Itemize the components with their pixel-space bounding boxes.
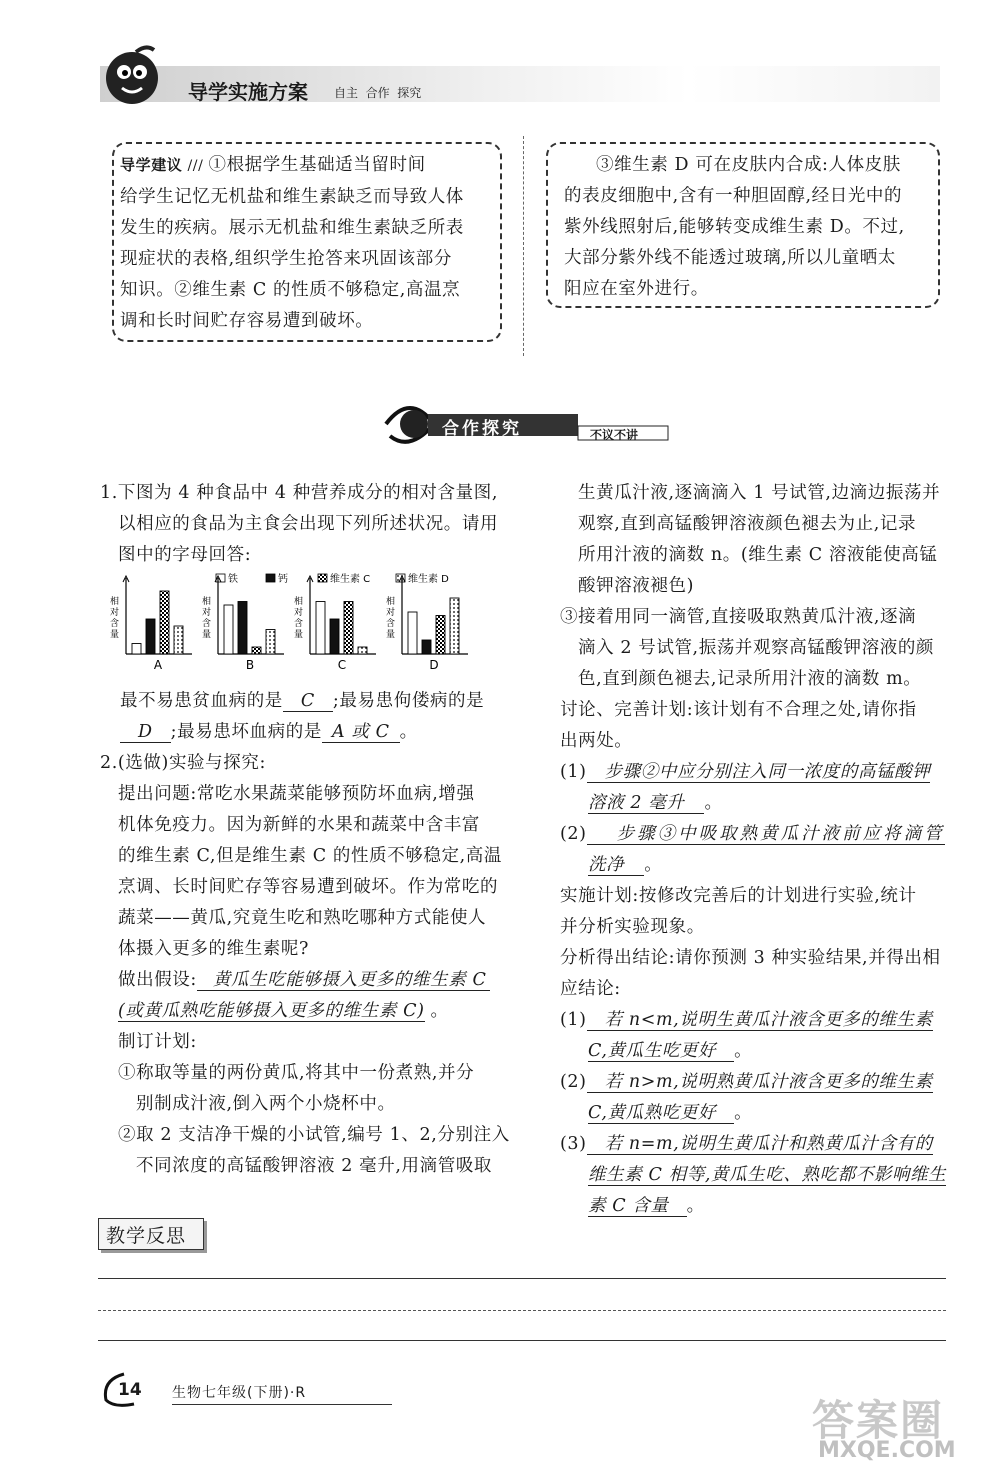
fix-1-answer-cont: 溶液 2 毫升 bbox=[588, 793, 704, 814]
text-seg: 。 bbox=[704, 793, 723, 813]
book-title: 生物七年级(下册)·R bbox=[172, 1385, 307, 1401]
result-3-answer: 若 n=m,说明生黄瓜汁和熟黄瓜汁含有的 bbox=[587, 1134, 933, 1155]
text-line: 蔬菜——黄瓜,究竟生吃和熟吃哪种方式能使人 bbox=[118, 908, 487, 928]
text-line: 的维生素 C,但是维生素 C 的性质不够稳定,高温 bbox=[118, 846, 502, 866]
bar bbox=[160, 591, 169, 654]
text-seg: 。 bbox=[430, 1001, 449, 1021]
text-line: 色,直到颜色褪去,记录所用汁液的滴数 m。 bbox=[578, 669, 922, 689]
text-line: 并分析实验现象。 bbox=[560, 917, 705, 937]
fix-2-answer-cont: 洗净 bbox=[588, 855, 644, 876]
page-number: 14 bbox=[118, 1380, 142, 1400]
fix-1-answer: 步骤②中应分别注入同一浓度的高锰酸钾 bbox=[587, 762, 931, 783]
text-seg: (2) bbox=[560, 1072, 587, 1092]
y-axis-label: 含 bbox=[202, 619, 212, 629]
y-axis-label: 含 bbox=[294, 619, 304, 629]
legend-swatch bbox=[318, 574, 327, 582]
legend-label: 铁 bbox=[228, 574, 238, 585]
y-axis-label: 含 bbox=[110, 619, 120, 629]
q1-answers bbox=[120, 686, 520, 748]
box-line: 紫外线照射后,能够转变成维生素 D。不过, bbox=[564, 217, 905, 237]
bar bbox=[316, 602, 325, 655]
result-3-answer-cont2: 素 C 含量 bbox=[588, 1196, 687, 1217]
q1-intro bbox=[100, 478, 520, 571]
result-3-answer-cont: 维生素 C 相等,黄瓜生吃、熟吃都不影响维生 bbox=[588, 1165, 947, 1185]
y-axis-label: 量 bbox=[110, 630, 120, 640]
text-line: 滴入 2 号试管,振荡并观察高锰酸钾溶液的颜 bbox=[578, 638, 935, 658]
footer-rule bbox=[172, 1404, 392, 1405]
box-line: 调和长时间贮存容易遭到破坏。 bbox=[120, 311, 374, 331]
category-label: D bbox=[429, 658, 439, 672]
column-divider bbox=[523, 136, 524, 356]
y-axis-label: 量 bbox=[202, 630, 212, 640]
text-line: 酸钾溶液褪色) bbox=[578, 576, 695, 596]
legend-label: 维生素 D bbox=[408, 574, 449, 585]
text-line: ③接着用同一滴管,直接吸取熟黄瓜汁液,逐滴 bbox=[560, 607, 917, 627]
category-label: B bbox=[245, 658, 255, 672]
text-seg: 。 bbox=[686, 1196, 705, 1216]
watermark-url: MXQE.COM bbox=[818, 1438, 956, 1463]
text-seg: ;最易患坏血病的是 bbox=[170, 722, 322, 742]
text-seg: (3) bbox=[560, 1134, 587, 1154]
y-axis-label: 相 bbox=[386, 597, 396, 607]
result-1-answer: 若 n<m,说明生黄瓜汁液含更多的维生素 bbox=[587, 1010, 933, 1031]
y-axis-label: 对 bbox=[202, 608, 212, 618]
box-line: ①根据学生基础适当留时间 bbox=[208, 155, 426, 175]
text-line: 实施计划:按修改完善后的计划进行实验,统计 bbox=[560, 886, 917, 906]
y-axis-label: 相 bbox=[202, 597, 212, 607]
text-line: 制订计划: bbox=[118, 1032, 197, 1052]
text-seg: 。 bbox=[734, 1103, 753, 1123]
text-line: 烹调、长时间贮存等容易遭到破坏。作为常吃的 bbox=[118, 877, 499, 897]
answer-scurvy: A 或 C bbox=[322, 722, 400, 743]
bar bbox=[344, 602, 353, 655]
mascot-logo bbox=[96, 40, 168, 112]
text-line: 以相应的食品为主食会出现下列所述状况。请用 bbox=[118, 514, 499, 534]
header-title: 导学实施方案 bbox=[188, 80, 308, 104]
text-line: 分析得出结论:请你预测 3 种实验结果,并得出相 bbox=[560, 948, 941, 968]
text-line: 观察,直到高锰酸钾溶液颜色褪去为止,记录 bbox=[578, 514, 917, 534]
text-line: 机体免疫力。因为新鲜的水果和蔬菜中含丰富 bbox=[118, 815, 480, 835]
vitamin-d-text bbox=[564, 150, 934, 305]
text-line: 提出问题:常吃水果蔬菜能够预防坏血病,增强 bbox=[118, 784, 475, 804]
hypothesis-answer-2: (或黄瓜熟吃能够摄入更多的维生素 C) bbox=[118, 1001, 425, 1021]
bar bbox=[146, 619, 155, 654]
legend-label: 钙 bbox=[278, 574, 288, 585]
writing-line bbox=[98, 1310, 946, 1311]
bar bbox=[436, 616, 445, 655]
text-line: 生黄瓜汁液,逐滴滴入 1 号试管,边滴边振荡并 bbox=[578, 483, 941, 503]
section-banner bbox=[380, 396, 680, 452]
y-axis-label: 量 bbox=[294, 630, 304, 640]
result-1-answer-cont: C,黄瓜生吃更好 bbox=[588, 1041, 734, 1062]
box-line: 发生的疾病。展示无机盐和维生素缺乏所表 bbox=[120, 218, 464, 238]
bar bbox=[330, 619, 339, 654]
text-seg: 。 bbox=[644, 855, 663, 875]
bar bbox=[450, 598, 459, 654]
y-axis-label: 对 bbox=[110, 608, 120, 618]
legend-swatch bbox=[266, 574, 275, 582]
header-subtitle: 自主 合作 探究 bbox=[334, 86, 422, 100]
q2-right bbox=[560, 478, 950, 1222]
result-2-answer-cont: C,黄瓜熟吃更好 bbox=[588, 1103, 734, 1124]
answer-anemia: C bbox=[283, 691, 333, 712]
hypothesis-answer-1: 黄瓜生吃能够摄入更多的维生素 C bbox=[197, 970, 491, 991]
text-line: 1.下图为 4 种食品中 4 种营养成分的相对含量图, bbox=[100, 483, 498, 503]
bar bbox=[174, 626, 183, 654]
answer-rickets: D bbox=[120, 722, 171, 743]
text-line: 讨论、完善计划:该计划有不合理之处,请你指 bbox=[560, 700, 917, 720]
text-seg: 。 bbox=[734, 1041, 753, 1061]
y-axis-label: 相 bbox=[110, 597, 120, 607]
box-line: 大部分紫外线不能透过玻璃,所以儿童晒太 bbox=[564, 248, 896, 268]
section-title: 合作探究 bbox=[442, 419, 522, 439]
y-axis-label: 含 bbox=[386, 619, 396, 629]
bar bbox=[252, 647, 261, 654]
bar bbox=[132, 644, 141, 655]
bar bbox=[408, 612, 417, 654]
bar bbox=[266, 630, 275, 655]
box-line: ③维生素 D 可在皮肤内合成:人体皮肤 bbox=[596, 155, 901, 175]
box-line: 知识。②维生素 C 的性质不够稳定,高温烹 bbox=[120, 280, 461, 300]
reflection-label: 教学反思 bbox=[106, 1225, 187, 1247]
text-seg: (1) bbox=[560, 762, 587, 782]
guide-tag: 导学建议 bbox=[120, 156, 183, 174]
bar bbox=[358, 647, 367, 654]
swirl-icon bbox=[380, 396, 680, 452]
box-line: 给学生记忆无机盐和维生素缺乏而导致人体 bbox=[120, 187, 464, 207]
y-axis-label: 相 bbox=[294, 597, 304, 607]
section-tag: 不议不讲 bbox=[590, 428, 639, 442]
text-line: 别制成汁液,倒入两个小烧杯中。 bbox=[136, 1094, 396, 1114]
y-axis-label: 量 bbox=[386, 630, 396, 640]
box-line: 阳应在室外进行。 bbox=[564, 279, 709, 299]
text-line: 所用汁液的滴数 n。(维生素 C 溶液能使高锰 bbox=[578, 545, 938, 565]
writing-line bbox=[98, 1278, 946, 1279]
q2-left bbox=[100, 748, 520, 1182]
text-line: 体摄入更多的维生素呢? bbox=[118, 939, 309, 959]
y-axis-label: 对 bbox=[294, 608, 304, 618]
bar bbox=[238, 602, 247, 655]
text-line: ①称取等量的两份黄瓜,将其中一份煮熟,并分 bbox=[118, 1063, 475, 1083]
text-line: 应结论: bbox=[560, 979, 621, 999]
text-line: 图中的字母回答: bbox=[118, 545, 252, 565]
q2-lead: 2.(选做)实验与探究: bbox=[100, 753, 266, 773]
writing-line bbox=[98, 1340, 946, 1341]
watermark-brand: 答案圈 bbox=[812, 1396, 945, 1445]
text-line: ②取 2 支洁净干燥的小试管,编号 1、2,分别注入 bbox=[118, 1125, 510, 1145]
text-seg: (2) bbox=[560, 824, 587, 844]
bar bbox=[224, 605, 233, 654]
text-line: 出两处。 bbox=[560, 731, 633, 751]
bar bbox=[422, 640, 431, 654]
text-line: 不同浓度的高锰酸钾溶液 2 毫升,用滴管吸取 bbox=[136, 1156, 493, 1176]
text-seg: ;最易患佝偻病的是 bbox=[332, 691, 485, 711]
result-2-answer: 若 n>m,说明熟黄瓜汁液含更多的维生素 bbox=[587, 1072, 933, 1093]
category-label: C bbox=[337, 658, 347, 672]
box-line: 的表皮细胞中,含有一种胆固醇,经日光中的 bbox=[564, 186, 903, 206]
y-axis-label: 对 bbox=[386, 608, 396, 618]
fix-2-answer: 步骤③中吸取熟黄瓜汁液前应将滴管 bbox=[587, 824, 945, 845]
text-seg: (1) bbox=[560, 1010, 587, 1030]
text-seg: 。 bbox=[399, 722, 418, 742]
box-line: 现症状的表格,组织学生抢答来巩固该部分 bbox=[120, 249, 452, 269]
category-label: A bbox=[153, 658, 163, 672]
legend-label: 维生素 C bbox=[330, 574, 371, 585]
text-seg: 做出假设: bbox=[118, 970, 197, 990]
text-seg: 最不易患贫血病的是 bbox=[120, 691, 283, 711]
nutrient-bar-chart bbox=[104, 570, 476, 682]
guide-suggestion-text: 导学建议 /// ①根据学生基础适当留时间 给学生记忆无机盐和维生素缺乏而导致人体 发生的疾病。展示无机盐和维生素缺乏所表 现症状的表格,组织学生抢答来巩固该部分 知识。②维生素 C 的性质不够稳定,高温烹 调和长时间贮存容易遭到破坏。 bbox=[120, 150, 500, 337]
